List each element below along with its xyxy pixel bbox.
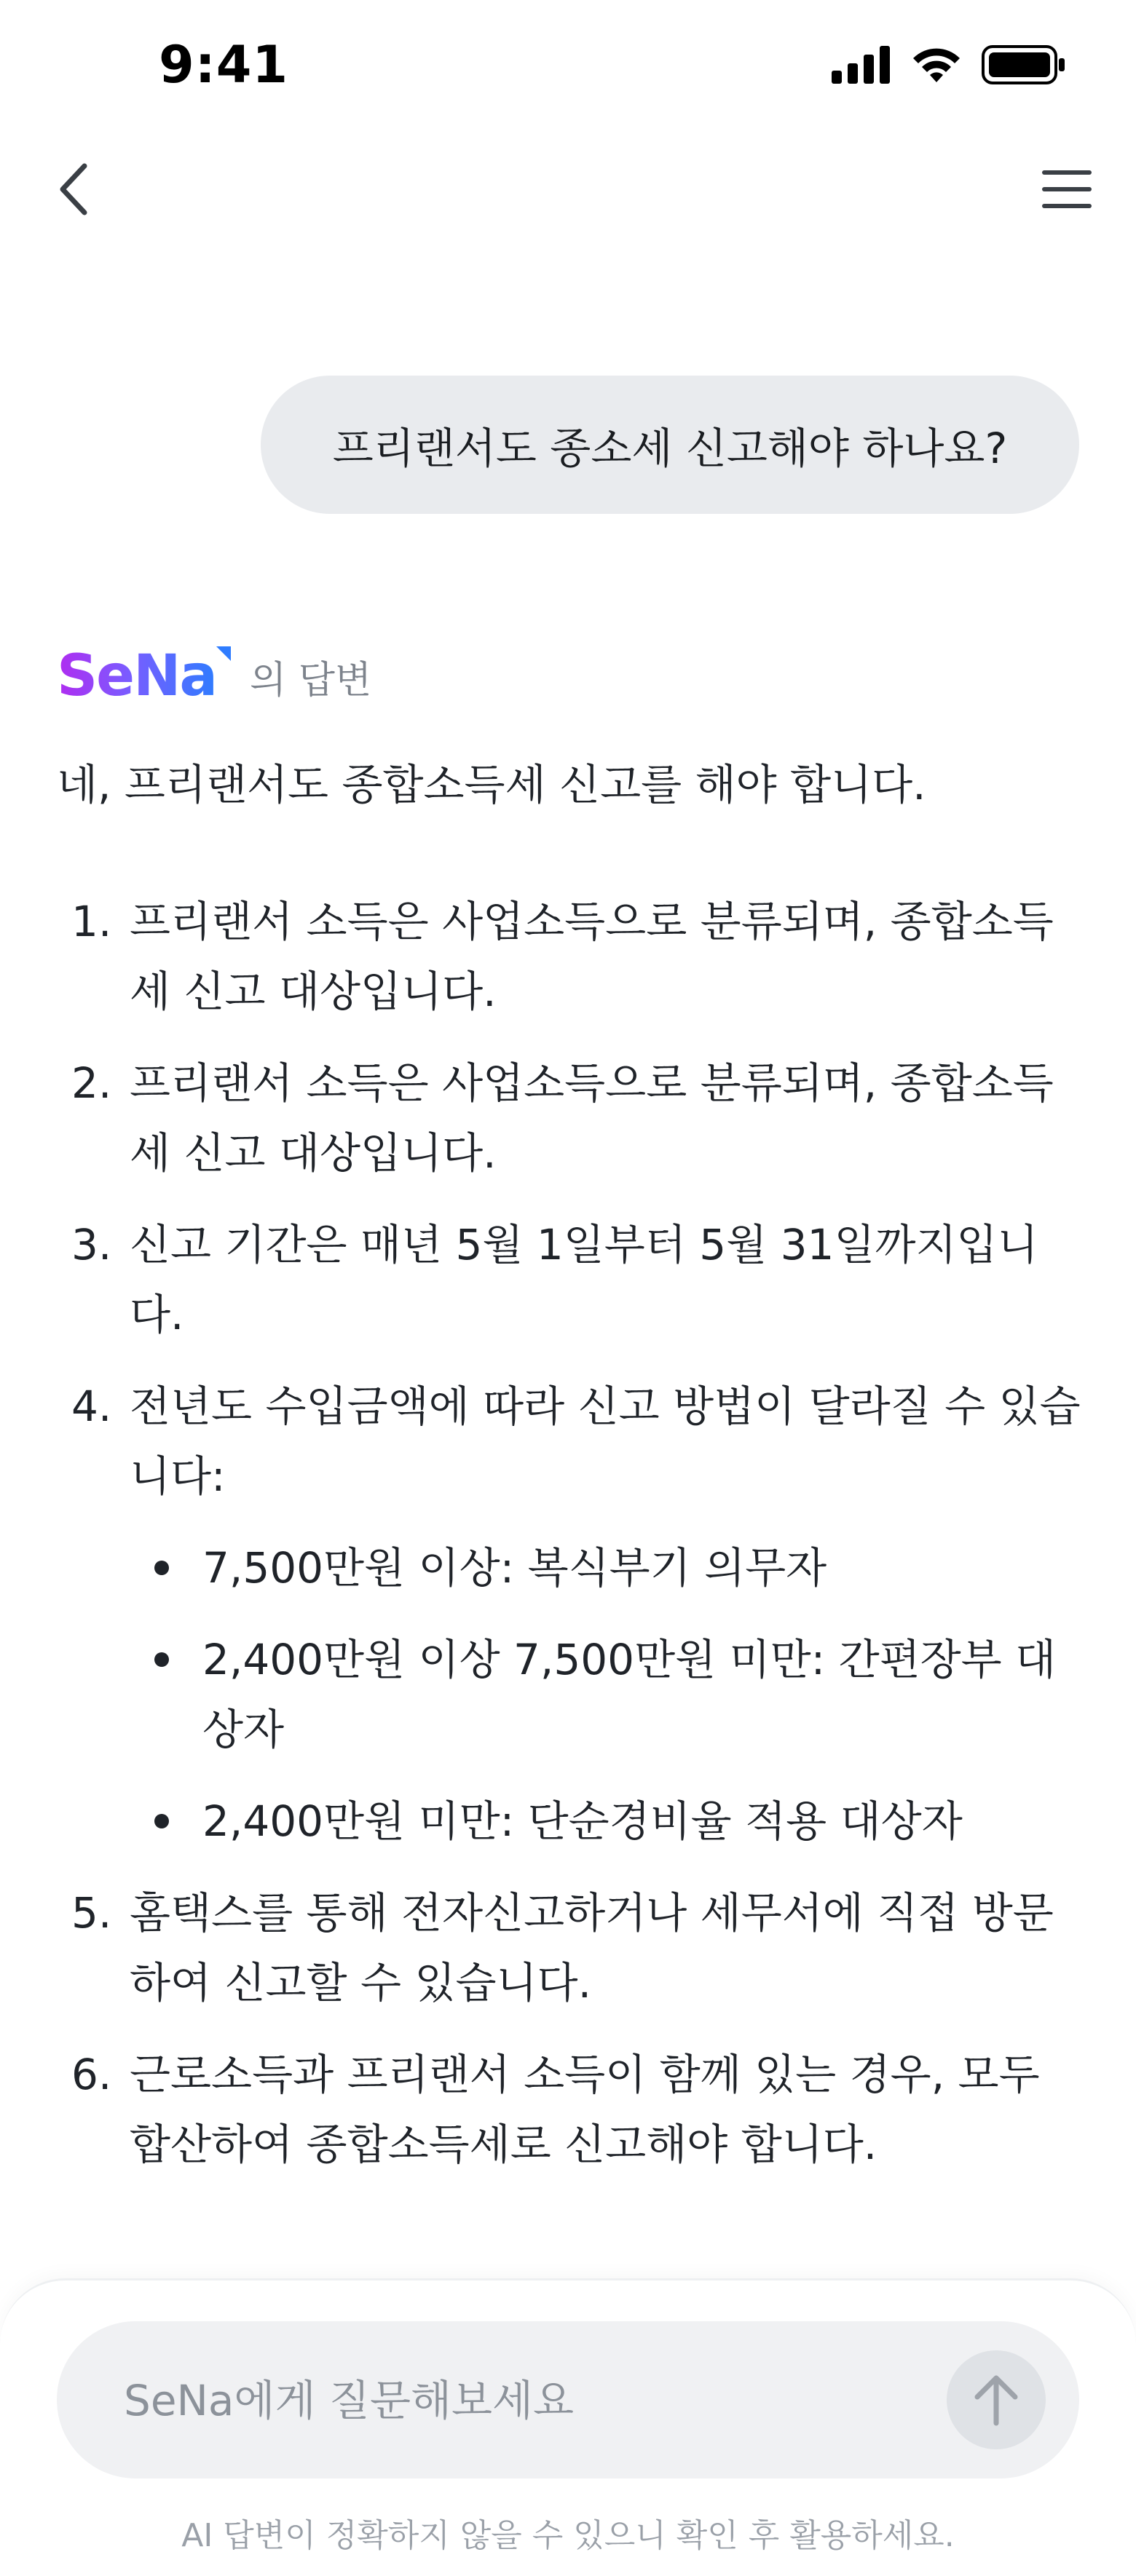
list-item — [57, 1878, 1091, 2018]
list-number: 4. — [71, 1382, 112, 1431]
list-number: 5. — [71, 1888, 112, 1938]
sena-logo — [57, 643, 216, 709]
list-number: 1. — [71, 897, 112, 946]
answer-body — [57, 750, 1091, 2201]
status-icons — [832, 45, 1066, 87]
list-item — [57, 887, 1091, 1026]
list-number: 6. — [71, 2050, 112, 2099]
sub-list-item: 2,400만원 미만: 단순경비율 적용 대상자 — [130, 1786, 1091, 1856]
sub-list-item: 7,500만원 이상: 복식부기 의무자 — [130, 1533, 1091, 1603]
chevron-left-icon — [57, 163, 89, 215]
menu-button[interactable] — [1034, 160, 1100, 218]
answer-header — [57, 643, 372, 709]
answer-suffix: 의 답변 — [250, 658, 372, 702]
list-item-text: 근로소득과 프리랜서 소득이 함께 있는 경우, 모두 합산하여 종합소득세로 신고해야 합니다. — [130, 2050, 1040, 2169]
list-item-text: 프리랜서 소득은 사업소득으로 분류되며, 종합소득세 신고 대상입니다. — [130, 1058, 1054, 1178]
status-time: 9:41 — [159, 35, 289, 95]
answer-list — [57, 887, 1091, 2179]
list-item-text: 프리랜서 소득은 사업소득으로 분류되며, 종합소득세 신고 대상입니다. — [130, 897, 1054, 1016]
arrow-up-icon — [973, 2374, 1019, 2426]
hamburger-menu-icon — [1041, 167, 1093, 211]
list-item — [57, 1048, 1091, 1188]
list-item — [57, 1371, 1091, 1856]
sub-list-item: 2,400만원 이상 7,500만원 미만: 간편장부 대상자 — [130, 1625, 1091, 1764]
status-bar — [0, 0, 1136, 138]
brand-name: SeNa — [57, 643, 216, 709]
user-message-bubble: 프리랜서도 종소세 신고해야 하나요? — [261, 376, 1079, 514]
list-item-text: 전년도 수입금액에 따라 신고 방법이 달라질 수 있습니다: — [130, 1382, 1081, 1501]
list-number: 3. — [71, 1220, 112, 1269]
list-item-text: 홈택스를 통해 전자신고하거나 세무서에 직접 방문하여 신고할 수 있습니다. — [130, 1888, 1054, 2008]
wifi-icon — [910, 46, 963, 87]
signal-icon — [832, 46, 891, 87]
send-button[interactable] — [947, 2350, 1046, 2449]
answer-intro: 네, 프리랜서도 종합소득세 신고를 해야 합니다. — [57, 760, 926, 809]
battery-icon — [982, 45, 1066, 87]
composer — [57, 2321, 1079, 2478]
back-button[interactable] — [44, 160, 102, 218]
list-item — [57, 2040, 1091, 2179]
list-item-text: 신고 기간은 매년 5월 1일부터 5월 31일까지입니다. — [130, 1220, 1038, 1339]
ai-disclaimer: AI 답변이 정확하지 않을 수 있으니 확인 후 활용하세요. — [181, 2517, 955, 2554]
list-item — [57, 1210, 1091, 1350]
nav-bar — [0, 138, 1136, 240]
list-number: 2. — [71, 1058, 112, 1108]
sub-list — [130, 1533, 1091, 1856]
logo-tick-icon — [215, 645, 232, 662]
message-input[interactable] — [122, 2321, 926, 2480]
composer-area — [0, 2278, 1136, 2576]
